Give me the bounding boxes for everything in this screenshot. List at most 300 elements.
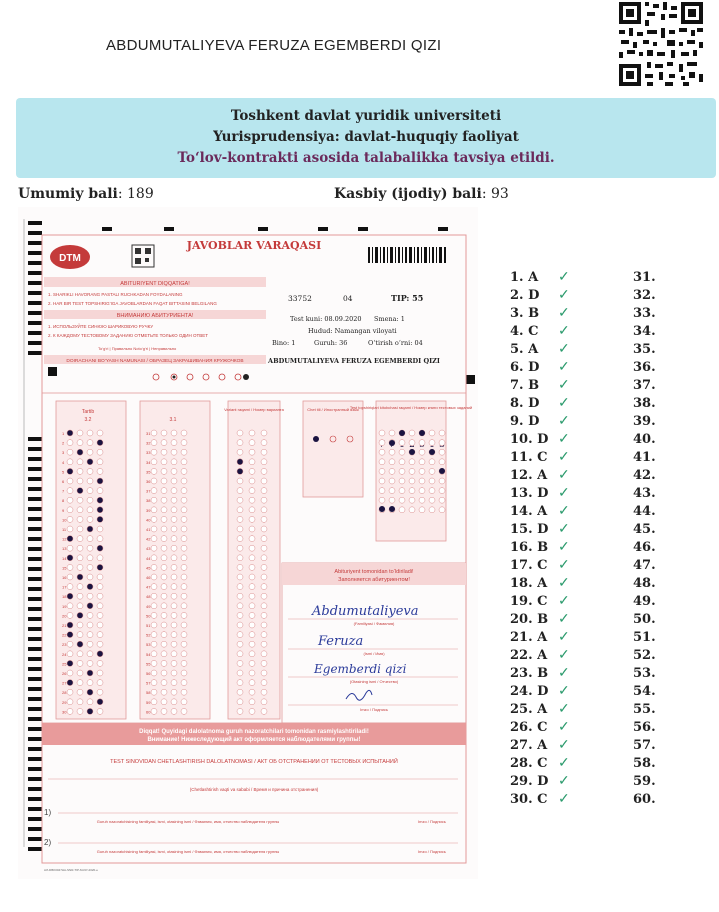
- svg-text:38: 38: [146, 498, 151, 504]
- bubble: [181, 497, 187, 503]
- bubble: [181, 708, 187, 714]
- check-icon: ✓: [558, 377, 570, 393]
- bubble: [249, 603, 255, 609]
- bubble: [171, 545, 177, 551]
- check-icon: ✓: [558, 665, 570, 681]
- answer-key-row: [510, 791, 570, 810]
- answer-key-empty-row: 57.: [633, 738, 656, 753]
- answer-key-label: 10. D: [510, 432, 549, 447]
- filled-bubble: [399, 430, 405, 436]
- svg-text:1. SHARIKLI HAVORANG PASTALI R: 1. SHARIKLI HAVORANG PASTALI RUCHKADAN FOYDALANING: [48, 292, 183, 297]
- answer-key-row: [510, 593, 570, 612]
- filled-bubble: [409, 449, 415, 455]
- bubble: [379, 440, 385, 446]
- bubble: [181, 660, 187, 666]
- bubble: [151, 632, 157, 638]
- check-icon: ✓: [558, 269, 570, 285]
- admission-recommendation: To‘lov-kontrakti asosida talabalikka tavsiya etildi.: [177, 150, 555, 166]
- svg-text:Variant raqami / Номер вариант: Variant raqami / Номер варианта: [224, 407, 284, 412]
- bubble: [379, 459, 385, 465]
- answer-key-label: 19. C: [510, 594, 548, 609]
- svg-text:2. HAR BIR TEST TOPSHIRIG‘IGA: 2. HAR BIR TEST TOPSHIRIG‘IGA JAVOBLARDAN FAQAT BITTASINI BELGILANG: [48, 301, 217, 306]
- svg-text:АЛ-DBK0047HA-SNR-TIP-M-KP-2020: АЛ-DBK0047HA-SNR-TIP-M-KP-2020-e: [44, 868, 98, 872]
- answer-key-label: 8. D: [510, 396, 540, 411]
- bubble: [249, 593, 255, 599]
- bubble: [419, 497, 425, 503]
- bubble: [161, 459, 167, 465]
- qr-code: [617, 0, 705, 88]
- answer-key-label: 4. C: [510, 324, 539, 339]
- bubble: [151, 430, 157, 436]
- bubble: [249, 516, 255, 522]
- bubble: [77, 708, 83, 714]
- bubble: [87, 430, 93, 436]
- bubble: [151, 641, 157, 647]
- bubble: [249, 536, 255, 542]
- check-icon: ✓: [558, 629, 570, 645]
- bubble: [409, 468, 415, 474]
- answer-key-label: 1. A: [510, 270, 539, 285]
- check-icon: ✓: [558, 647, 570, 663]
- answer-key-label: 24. D: [510, 684, 549, 699]
- filled-bubble: [97, 545, 103, 551]
- bubble: [261, 632, 267, 638]
- answer-key-row: [510, 341, 570, 360]
- bubble: [171, 526, 177, 532]
- bubble: [379, 468, 385, 474]
- bubble: [151, 622, 157, 628]
- bubble: [181, 478, 187, 484]
- bubble: [67, 545, 73, 551]
- total-score-value: 189: [127, 186, 154, 202]
- filled-bubble: [87, 603, 93, 609]
- svg-text:Guruh nazoratchisining familiy: Guruh nazoratchisining familiyasi, ismi, otasining ismi / Фамилия, имя, отчество наблюдателя группы: [96, 849, 280, 854]
- bubble: [237, 488, 243, 494]
- check-icon: ✓: [558, 431, 570, 447]
- bubble: [161, 593, 167, 599]
- bubble: [429, 468, 435, 474]
- bubble: [161, 545, 167, 551]
- svg-text:2: 2: [62, 440, 65, 446]
- answer-key-empty-row: 51.: [633, 630, 656, 645]
- svg-text:Imzo / Подпись: Imzo / Подпись: [360, 707, 388, 712]
- bubble: [429, 507, 435, 513]
- bubble: [77, 584, 83, 590]
- answer-sheet-scan: [18, 207, 478, 879]
- handwritten-patronymic: Egemberdi qizi: [314, 662, 407, 676]
- svg-text:39: 39: [146, 507, 151, 513]
- bubble: [161, 488, 167, 494]
- bubble: [379, 488, 385, 494]
- bubble: [261, 651, 267, 657]
- bubble: [67, 507, 73, 513]
- bubble: [171, 612, 177, 618]
- bubble: [171, 449, 177, 455]
- svg-text:DOIRACHANI BO‘YASH NAMUNASI /: DOIRACHANI BO‘YASH NAMUNASI / ОБРАЗЕЦ ЗАКРАШИВАНИЯ КРУЖОЧКОВ: [66, 359, 244, 364]
- bubble: [171, 536, 177, 542]
- bubble: [237, 699, 243, 705]
- filled-bubble: [389, 506, 395, 512]
- bubble: [181, 641, 187, 647]
- answer-key-empty-row: 50.: [633, 612, 656, 627]
- svg-text:TIP: 55: TIP: 55: [391, 293, 424, 303]
- answer-key-row: [510, 773, 570, 792]
- bubble: [87, 593, 93, 599]
- answer-key-row: [510, 269, 570, 288]
- bubble: [399, 440, 405, 446]
- bubble: [97, 536, 103, 542]
- bubble: [171, 478, 177, 484]
- svg-text:9: 9: [62, 507, 65, 513]
- bubble: [237, 593, 243, 599]
- bubble: [249, 670, 255, 676]
- svg-text:Abituriyent tomonidan to‘ldiri: Abituriyent tomonidan to‘ldiriladi!: [334, 569, 414, 575]
- answer-key-empty-row: 37.: [633, 378, 656, 393]
- bubble: [161, 699, 167, 705]
- bubble: [67, 516, 73, 522]
- bubble: [87, 440, 93, 446]
- answer-key-empty-row: 60.: [633, 792, 656, 807]
- bubble: [261, 468, 267, 474]
- bubble: [77, 680, 83, 686]
- bubble: [77, 651, 83, 657]
- bubble: [399, 468, 405, 474]
- bubble: [151, 449, 157, 455]
- svg-text:3: 3: [62, 450, 65, 456]
- student-full-name: ABDUMUTALIYEVA FERUZA EGEMBERDI QIZI: [106, 37, 442, 54]
- answer-key-row: [510, 431, 570, 450]
- bubble: [249, 651, 255, 657]
- bubble: [237, 430, 243, 436]
- check-icon: ✓: [558, 323, 570, 339]
- bubble: [67, 497, 73, 503]
- bubble: [161, 622, 167, 628]
- bubble: [237, 564, 243, 570]
- bubble: [151, 680, 157, 686]
- bubble: [161, 680, 167, 686]
- bubble: [77, 536, 83, 542]
- svg-text:1): 1): [44, 808, 52, 817]
- svg-text:41: 41: [146, 527, 151, 532]
- bubble: [249, 632, 255, 638]
- bubble: [97, 680, 103, 686]
- svg-text:30: 30: [62, 709, 67, 715]
- filled-bubble: [97, 651, 103, 657]
- bubble: [249, 564, 255, 570]
- svg-text:23: 23: [62, 642, 67, 648]
- bubble: [249, 574, 255, 580]
- svg-text:04: 04: [343, 294, 353, 303]
- bubble: [151, 555, 157, 561]
- bubble: [237, 603, 243, 609]
- svg-text:17: 17: [62, 584, 67, 590]
- svg-text:3.1: 3.1: [169, 417, 177, 423]
- bubble: [261, 689, 267, 695]
- svg-text:5: 5: [62, 469, 65, 475]
- bubble: [171, 680, 177, 686]
- bubble: [171, 584, 177, 590]
- bubble: [181, 545, 187, 551]
- bubble: [77, 440, 83, 446]
- filled-bubble: [379, 506, 385, 512]
- bubble: [171, 708, 177, 714]
- answer-key-empty-row: 48.: [633, 576, 656, 591]
- answer-key-empty-row: 46.: [633, 540, 656, 555]
- answer-key-label: 14. A: [510, 504, 548, 519]
- bubble: [249, 612, 255, 618]
- bubble: [409, 497, 415, 503]
- bubble: [439, 449, 445, 455]
- bubble: [77, 593, 83, 599]
- svg-text:13: 13: [62, 546, 67, 552]
- svg-text:4: 4: [62, 459, 65, 465]
- svg-text:Внимание! Нижеследующий акт оф: Внимание! Нижеследующий акт оформляется наблюдателями группы!: [147, 737, 361, 743]
- bubble: [77, 497, 83, 503]
- check-icon: ✓: [558, 719, 570, 735]
- svg-text:60: 60: [146, 709, 151, 715]
- bubble: [389, 459, 395, 465]
- svg-text:10: 10: [62, 517, 67, 523]
- bubble: [419, 468, 425, 474]
- svg-text:15: 15: [62, 565, 67, 571]
- bubble: [249, 641, 255, 647]
- total-score: Umumiy bali: 189: [18, 186, 154, 202]
- svg-text:(Ismi / Имя): (Ismi / Имя): [363, 651, 385, 656]
- bubble: [97, 584, 103, 590]
- bubble: [77, 632, 83, 638]
- bubble: [87, 699, 93, 705]
- answer-key-empty-row: 56.: [633, 720, 656, 735]
- bubble: [419, 440, 425, 446]
- bubble: [171, 699, 177, 705]
- filled-bubble: [67, 660, 73, 666]
- filled-bubble: [67, 622, 73, 628]
- bubble: [77, 699, 83, 705]
- bubble: [261, 564, 267, 570]
- bubble: [171, 660, 177, 666]
- bubble: [161, 564, 167, 570]
- svg-text:47: 47: [146, 584, 151, 590]
- bubble: [67, 574, 73, 580]
- bubble: [151, 516, 157, 522]
- svg-text:35: 35: [146, 469, 151, 475]
- bubble: [171, 507, 177, 513]
- bubble: [249, 689, 255, 695]
- answer-key-row: [510, 377, 570, 396]
- bubble: [261, 641, 267, 647]
- bubble: [237, 622, 243, 628]
- bubble: [87, 651, 93, 657]
- check-icon: ✓: [558, 467, 570, 483]
- svg-text:33752: 33752: [288, 294, 312, 303]
- answer-key-row: [510, 647, 570, 666]
- svg-text:Test kuni: 08.09.2020: Test kuni: 08.09.2020: [290, 315, 362, 323]
- bubble: [171, 651, 177, 657]
- answer-key-empty-row: 45.: [633, 522, 656, 537]
- bubble: [151, 660, 157, 666]
- bubble: [181, 680, 187, 686]
- bubble: [67, 699, 73, 705]
- svg-text:21: 21: [62, 623, 67, 628]
- svg-text:O‘tirish o‘rni: 04: O‘tirish o‘rni: 04: [368, 339, 423, 347]
- answer-key-row: [510, 539, 570, 558]
- answer-key-label: 2. D: [510, 288, 540, 303]
- bubble: [77, 555, 83, 561]
- bubble: [171, 689, 177, 695]
- bubble: [97, 670, 103, 676]
- answer-key-label: 21. A: [510, 630, 548, 645]
- bubble: [181, 507, 187, 513]
- bubble: [171, 440, 177, 446]
- bubble: [97, 632, 103, 638]
- bubble: [151, 459, 157, 465]
- bubble: [249, 680, 255, 686]
- bubble: [77, 468, 83, 474]
- answer-key-label: 18. A: [510, 576, 548, 591]
- bubble: [389, 497, 395, 503]
- svg-text:To‘g‘ri | Правильно Not: To‘g‘ri | Правильно Noto‘g‘ri | Неправильно: [98, 346, 177, 351]
- bubble: [409, 507, 415, 513]
- svg-text:Guruh: 36: Guruh: 36: [314, 339, 348, 347]
- bubble: [151, 478, 157, 484]
- bubble: [181, 574, 187, 580]
- bubble: [181, 526, 187, 532]
- bubble: [261, 545, 267, 551]
- svg-text:29: 29: [62, 699, 67, 705]
- bubble: [439, 459, 445, 465]
- bubble: [249, 699, 255, 705]
- answer-key-row: [510, 467, 570, 486]
- answer-key-empty-row: 40.: [633, 432, 656, 447]
- bubble: [237, 680, 243, 686]
- bubble: [77, 459, 83, 465]
- bubble: [161, 516, 167, 522]
- filled-bubble: [87, 689, 93, 695]
- answer-key-empty-row: 53.: [633, 666, 656, 681]
- bubble: [249, 497, 255, 503]
- handwritten-firstname: Feruza: [318, 634, 364, 649]
- bubble: [87, 449, 93, 455]
- svg-text:12: 12: [62, 536, 67, 542]
- bubble: [399, 488, 405, 494]
- bubble: [97, 449, 103, 455]
- svg-text:27: 27: [62, 680, 67, 686]
- bubble: [439, 497, 445, 503]
- bubble: [237, 555, 243, 561]
- filled-bubble: [67, 430, 73, 436]
- svg-text:ABITURIYENT DIQQATIGA!: ABITURIYENT DIQQATIGA!: [120, 281, 190, 287]
- bubble: [171, 641, 177, 647]
- bubble: [87, 574, 93, 580]
- check-icon: ✓: [558, 449, 570, 465]
- bubble: [181, 651, 187, 657]
- filled-bubble: [67, 468, 73, 474]
- bubble: [97, 612, 103, 618]
- svg-text:Bino: 1: Bino: 1: [272, 339, 296, 347]
- svg-text:ABDUMUTALIYEVA FERUZA EGEMBERD: ABDUMUTALIYEVA FERUZA EGEMBERDI QIZI: [268, 357, 440, 365]
- bubble: [97, 641, 103, 647]
- svg-text:2): 2): [44, 838, 52, 847]
- bubble: [77, 564, 83, 570]
- bubble: [151, 689, 157, 695]
- bubble: [161, 612, 167, 618]
- bubble: [409, 459, 415, 465]
- answer-key-empty-row: 31.: [633, 270, 656, 285]
- filled-bubble: [87, 526, 93, 532]
- bubble: [97, 603, 103, 609]
- svg-text:34: 34: [146, 459, 151, 465]
- answer-key-empty-row: 32.: [633, 288, 656, 303]
- admission-banner: [16, 98, 716, 178]
- filled-bubble: [97, 699, 103, 705]
- svg-text:44: 44: [146, 555, 151, 561]
- bubble: [249, 449, 255, 455]
- bubble: [237, 708, 243, 714]
- bubble: [237, 651, 243, 657]
- bubble: [261, 584, 267, 590]
- bubble: [97, 622, 103, 628]
- bubble: [151, 670, 157, 676]
- bubble: [409, 478, 415, 484]
- svg-text:2. К КАЖДОМУ ТЕСТОВОМУ ЗАДАНИЮ: 2. К КАЖДОМУ ТЕСТОВОМУ ЗАДАНИЮ ОТМЕТЬТЕ ТОЛЬКО ОДИН ОТВЕТ: [48, 333, 209, 338]
- answer-key-empty-row: 41.: [633, 450, 656, 465]
- bubble: [67, 641, 73, 647]
- filled-bubble: [67, 680, 73, 686]
- bubble: [67, 478, 73, 484]
- bubble: [249, 555, 255, 561]
- bubble: [151, 507, 157, 513]
- svg-text:50: 50: [146, 613, 151, 619]
- bubble: [409, 488, 415, 494]
- answer-key-row: [510, 485, 570, 504]
- bubble: [261, 603, 267, 609]
- bubble: [171, 603, 177, 609]
- bubble: [67, 689, 73, 695]
- bubble: [161, 507, 167, 513]
- bubble: [151, 584, 157, 590]
- bubble: [439, 507, 445, 513]
- bubble: [261, 680, 267, 686]
- bubble: [161, 660, 167, 666]
- bubble: [261, 507, 267, 513]
- bubble: [237, 507, 243, 513]
- svg-text:Diqqat! Quyidagi dalolatnoma g: Diqqat! Quyidagi dalolatnoma guruh nazoratchilari tomonidan rasmiylashtiriladi!: [139, 729, 369, 735]
- svg-text:TEST SINOVIDAN CHETLASHTIRISH: TEST SINOVIDAN CHETLASHTIRISH DALOLATNOMASI / АКТ ОБ ОТСТРАНЕНИИ ОТ ТЕСТОВЫХ ИСПЫТАНИЙ: [110, 759, 398, 765]
- bubble: [261, 449, 267, 455]
- bubble: [151, 536, 157, 542]
- bubble: [419, 488, 425, 494]
- filled-bubble: [87, 670, 93, 676]
- svg-text:Tartib: Tartib: [81, 409, 95, 415]
- bubble: [181, 516, 187, 522]
- check-icon: ✓: [558, 683, 570, 699]
- bubble: [181, 459, 187, 465]
- filled-bubble: [67, 593, 73, 599]
- answer-key-row: [510, 323, 570, 342]
- bubble: [67, 526, 73, 532]
- bubble: [249, 545, 255, 551]
- bubble: [429, 430, 435, 436]
- answer-key-row: [510, 287, 570, 306]
- filled-bubble: [67, 536, 73, 542]
- svg-text:32: 32: [146, 440, 151, 446]
- svg-text:11: 11: [62, 527, 67, 532]
- bubble: [261, 430, 267, 436]
- answer-key-empty-row: 42.: [633, 468, 656, 483]
- bubble: [97, 526, 103, 532]
- bubble: [97, 660, 103, 666]
- svg-text:6: 6: [62, 479, 65, 484]
